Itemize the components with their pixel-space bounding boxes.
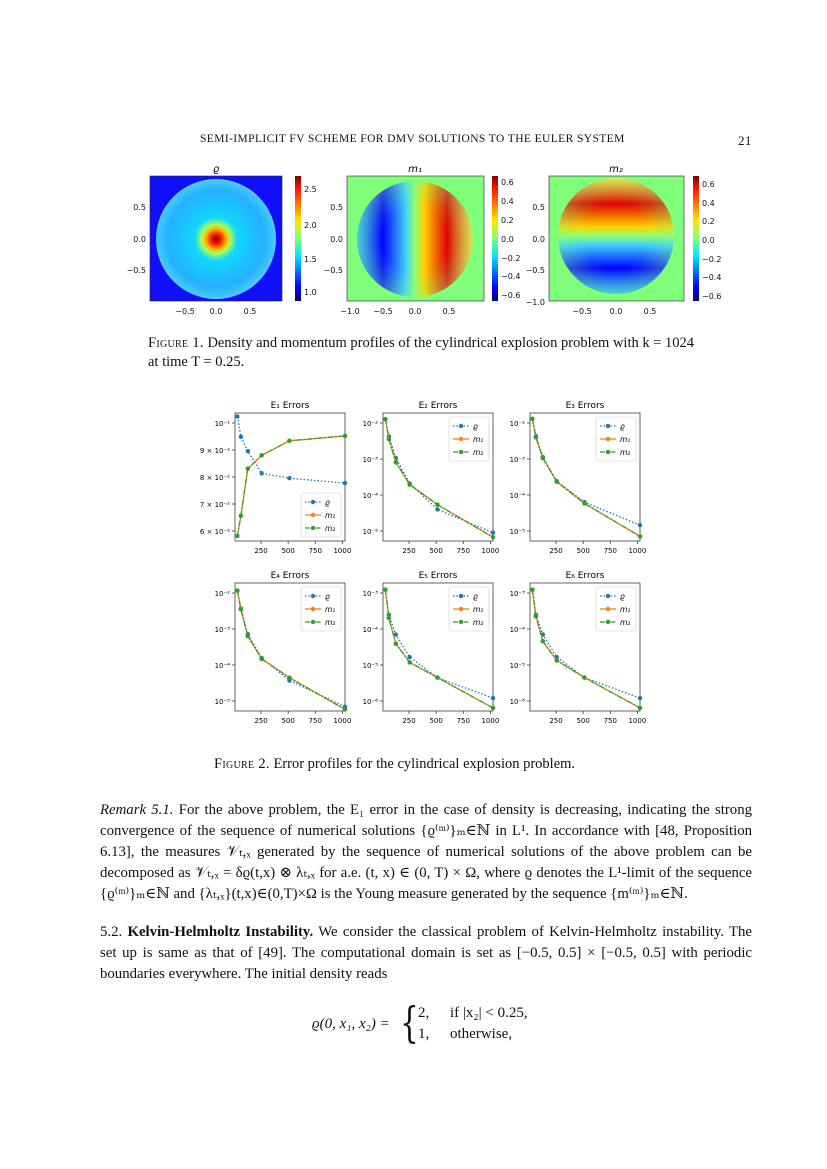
data-point — [259, 657, 263, 661]
legend-marker — [459, 620, 463, 624]
x-tick-label: 500 — [576, 717, 590, 725]
x-tick-label: 750 — [308, 717, 322, 725]
momentum-m1-panel — [347, 176, 498, 301]
error-chart-4 — [215, 571, 352, 725]
data-point — [582, 675, 586, 679]
remark-5-1 — [100, 800, 752, 905]
data-point — [554, 479, 558, 483]
y-tick-label: 10⁻⁴ — [362, 492, 378, 500]
data-point — [394, 641, 398, 645]
y-tick-label: 8 × 10⁻² — [199, 474, 230, 482]
data-point — [235, 534, 239, 538]
figure-1 — [0, 160, 827, 320]
chart-title: E₃ Errors — [565, 401, 605, 411]
tick-label: 0.0 — [532, 235, 545, 244]
figure-2-caption — [214, 755, 575, 774]
legend-marker — [459, 437, 463, 441]
tick-label: 1.0 — [304, 288, 317, 297]
tick-label: 0.5 — [243, 307, 257, 316]
data-point — [407, 482, 411, 486]
figure-1-caption-text: Density and momentum profiles of the cylindrical explosion problem with k = 1024 at time T = 0.25. — [148, 335, 695, 370]
data-point — [435, 507, 439, 511]
x-tick-label: 1000 — [628, 547, 647, 555]
x-tick-label: 750 — [603, 717, 617, 725]
data-point — [541, 456, 545, 460]
data-point — [343, 707, 347, 711]
tick-label: 2.5 — [304, 185, 317, 194]
error-chart-1 — [200, 401, 351, 555]
data-point — [530, 417, 534, 421]
legend-label: m₁ — [325, 511, 336, 520]
page-number: 21 — [738, 133, 752, 148]
data-point — [530, 588, 534, 592]
tick-label: −0.5 — [572, 307, 592, 316]
error-chart-2 — [363, 401, 500, 555]
tick-label: 0.5 — [330, 203, 343, 212]
tick-label: −0.2 — [702, 255, 722, 264]
y-tick-label: 10⁻⁴ — [362, 626, 378, 634]
x-tick-label: 500 — [576, 547, 590, 555]
data-point — [582, 501, 586, 505]
legend-marker — [311, 620, 315, 624]
y-tick-label: 10⁻³ — [509, 456, 525, 464]
legend-label: ϱ — [325, 498, 330, 507]
y-tick-label: 10⁻² — [362, 420, 378, 428]
data-point — [534, 614, 538, 618]
section-title: Kelvin-Helmholtz Instability. — [127, 924, 314, 940]
x-tick-label: 500 — [429, 717, 443, 725]
equation-lhs: ϱ(0, x₁, x₂) = — [312, 1016, 390, 1032]
data-point — [287, 675, 291, 679]
running-title: SEMI-IMPLICIT FV SCHEME FOR DMV SOLUTIONS TO THE EULER SYSTEM — [200, 133, 625, 145]
x-tick-label: 750 — [603, 547, 617, 555]
y-tick-label: 10⁻² — [214, 590, 230, 598]
tick-label: −0.6 — [501, 291, 521, 300]
legend-label: m₂ — [325, 524, 336, 533]
tick-label: −0.4 — [702, 273, 722, 282]
data-point — [491, 531, 495, 535]
legend-label: m₁ — [473, 435, 484, 444]
equation-case2-condition: otherwise, — [450, 1026, 513, 1042]
data-point — [435, 503, 439, 507]
x-tick-label: 750 — [456, 717, 470, 725]
data-point — [343, 481, 347, 485]
legend-label: m₂ — [473, 448, 484, 457]
y-tick-label: 10⁻⁴ — [509, 492, 525, 500]
error-chart-5 — [363, 571, 500, 725]
legend-marker — [459, 607, 463, 611]
data-point — [383, 588, 387, 592]
x-tick-label: 250 — [402, 547, 416, 555]
tick-label: 0.6 — [702, 180, 715, 189]
data-point — [387, 437, 391, 441]
x-tick-label: 250 — [549, 717, 563, 725]
panel-title-m2: m₂ — [609, 164, 623, 175]
y-tick-label: 10⁻³ — [509, 590, 525, 598]
x-tick-label: 250 — [254, 717, 268, 725]
data-point — [541, 639, 545, 643]
data-point — [246, 634, 250, 638]
data-point — [235, 588, 239, 592]
tick-label: 0.4 — [501, 197, 514, 206]
legend-marker — [606, 437, 610, 441]
x-tick-label: 1000 — [333, 717, 352, 725]
tick-label: −0.5 — [126, 266, 146, 275]
tick-label: 0.4 — [702, 199, 715, 208]
y-tick-label: 10⁻² — [509, 420, 525, 428]
tick-label: −0.4 — [501, 272, 521, 281]
y-tick-label: 10⁻⁵ — [509, 662, 525, 670]
figure-1-caption — [148, 334, 708, 372]
x-tick-label: 1000 — [628, 717, 647, 725]
y-tick-label: 10⁻⁴ — [214, 662, 230, 670]
density-panel — [150, 176, 301, 301]
data-point — [235, 414, 239, 418]
x-tick-label: 750 — [456, 547, 470, 555]
legend-marker — [606, 607, 610, 611]
tick-label: −1.0 — [525, 298, 545, 307]
legend-marker — [311, 526, 315, 530]
y-tick-label: 10⁻⁵ — [362, 662, 378, 670]
data-point — [287, 439, 291, 443]
x-tick-label: 1000 — [481, 547, 500, 555]
tick-label: −0.5 — [525, 266, 545, 275]
tick-label: 0.2 — [702, 217, 715, 226]
tick-label: −0.5 — [175, 307, 195, 316]
y-tick-label: 10⁻⁶ — [362, 698, 378, 706]
section-5-2 — [100, 922, 752, 985]
momentum-m2-panel — [549, 176, 699, 301]
legend-label: m₁ — [325, 605, 336, 614]
chart-title: E₂ Errors — [418, 401, 458, 411]
figure-2-label: Figure 2. — [214, 756, 270, 772]
data-point — [246, 449, 250, 453]
data-point — [287, 476, 291, 480]
chart-title: E₄ Errors — [270, 571, 310, 581]
tick-label: 0.6 — [501, 178, 514, 187]
remark-label: Remark 5.1. — [100, 802, 174, 818]
data-point — [638, 706, 642, 710]
figure-2 — [0, 395, 827, 740]
data-point — [343, 434, 347, 438]
legend-marker — [311, 500, 315, 504]
data-point — [259, 453, 263, 457]
tick-label: −0.5 — [323, 266, 343, 275]
chart-title: E₆ Errors — [565, 571, 605, 581]
tick-label: 0.5 — [442, 307, 456, 316]
tick-label: −1.0 — [340, 307, 360, 316]
x-tick-label: 500 — [281, 717, 295, 725]
error-chart-6 — [510, 571, 647, 725]
tick-label: 0.0 — [702, 236, 715, 245]
legend-marker — [311, 594, 315, 598]
equation-case1-value: 2, — [418, 1005, 430, 1021]
tick-label: 0.0 — [133, 235, 146, 244]
y-tick-label: 10⁻⁴ — [509, 626, 525, 634]
data-point — [435, 675, 439, 679]
legend-label: m₁ — [473, 605, 484, 614]
legend-label: ϱ — [620, 422, 625, 431]
section-number: 5.2. — [100, 924, 123, 940]
data-point — [383, 417, 387, 421]
data-point — [239, 435, 243, 439]
figure-2-caption-text: Error profiles for the cylindrical explosion problem. — [273, 756, 576, 772]
tick-label: 0.5 — [133, 203, 146, 212]
x-tick-label: 750 — [308, 547, 322, 555]
data-point — [534, 435, 538, 439]
data-point — [407, 660, 411, 664]
data-point — [491, 706, 495, 710]
legend-label: ϱ — [325, 592, 330, 601]
legend-label: ϱ — [473, 592, 478, 601]
legend-marker — [606, 594, 610, 598]
chart-title: E₁ Errors — [270, 401, 310, 411]
legend-label: ϱ — [620, 592, 625, 601]
y-tick-label: 10⁻⁵ — [214, 698, 230, 706]
tick-label: 1.5 — [304, 255, 317, 264]
y-tick-label: 10⁻⁵ — [509, 528, 525, 536]
data-point — [638, 534, 642, 538]
y-tick-label: 10⁻³ — [214, 626, 230, 634]
error-chart-3 — [510, 401, 647, 555]
y-tick-label: 7 × 10⁻² — [199, 501, 230, 509]
y-tick-label: 10⁻³ — [362, 590, 378, 598]
y-tick-label: 10⁻¹ — [214, 420, 230, 428]
data-point — [246, 466, 250, 470]
x-tick-label: 1000 — [481, 717, 500, 725]
data-point — [239, 607, 243, 611]
equation-brace: { — [400, 998, 419, 1047]
tick-label: −0.6 — [702, 292, 722, 301]
legend-label: m₁ — [620, 435, 631, 444]
x-tick-label: 500 — [429, 547, 443, 555]
legend-label: ϱ — [473, 422, 478, 431]
panel-title-m1: m₁ — [408, 164, 422, 175]
tick-label: −0.2 — [501, 254, 521, 263]
remark-text: For the above problem, the E₁ error in the case of density is decreasing, indicating the strong convergence of the sequence of numerical solutions {ϱ⁽ᵐ⁾}ₘ∈ℕ in L¹. In accordance with [48, Proposition 6.13], the measures 𝒱ₜ,ₓ generated by the sequence of numerical solutions of the above problem can be decomposed as 𝒱ₜ,ₓ = δϱ(t,x) ⊗ λₜ,ₓ for a.e. (t, x) ∈ (0, T) × Ω, where ϱ denotes the L¹-limit of the sequence {ϱ⁽ᵐ⁾}ₘ∈ℕ and {λₜ,ₓ}(t,x)∈(0,T)×Ω is the Young measure generated by the sequence {m⁽ᵐ⁾}ₘ∈ℕ. — [100, 802, 752, 902]
legend-label: m₂ — [473, 618, 484, 627]
initial-density-equation — [312, 998, 612, 1052]
legend-marker — [459, 594, 463, 598]
tick-label: 0.0 — [330, 235, 343, 244]
data-point — [554, 658, 558, 662]
data-point — [394, 460, 398, 464]
x-tick-label: 1000 — [333, 547, 352, 555]
y-tick-label: 10⁻⁵ — [362, 528, 378, 536]
data-point — [491, 696, 495, 700]
y-tick-label: 9 × 10⁻² — [199, 447, 230, 455]
section-text: We consider the classical problem of Kelvin-Helmholtz instability. The set up is same as that of [49]. The computational domain is set as [−0.5, 0.5] × [−0.5, 0.5] with periodic boundaries everywhere. The initial density reads — [100, 924, 753, 982]
tick-label: 0.0 — [501, 235, 514, 244]
y-tick-label: 10⁻³ — [362, 456, 378, 464]
legend-marker — [311, 607, 315, 611]
legend-marker — [459, 450, 463, 454]
figure-1-label: Figure 1. — [148, 335, 204, 351]
x-tick-label: 500 — [281, 547, 295, 555]
tick-label: 0.0 — [609, 307, 623, 316]
data-point — [491, 535, 495, 539]
legend-marker — [606, 620, 610, 624]
data-point — [387, 616, 391, 620]
tick-label: −0.5 — [373, 307, 393, 316]
panel-title-rho: ϱ — [212, 164, 220, 175]
x-tick-label: 250 — [402, 717, 416, 725]
x-tick-label: 250 — [254, 547, 268, 555]
chart-title: E₅ Errors — [418, 571, 458, 581]
tick-label: 0.5 — [532, 203, 545, 212]
y-tick-label: 10⁻⁶ — [509, 698, 525, 706]
data-point — [638, 523, 642, 527]
equation-case1-condition: if |x₂| < 0.25, — [450, 1005, 528, 1021]
data-point — [259, 471, 263, 475]
tick-label: 0.0 — [209, 307, 223, 316]
legend-marker — [311, 513, 315, 517]
legend-label: m₂ — [620, 618, 631, 627]
tick-label: 2.0 — [304, 221, 317, 230]
legend-label: m₂ — [325, 618, 336, 627]
legend-marker — [459, 424, 463, 428]
data-point — [407, 655, 411, 659]
legend-marker — [606, 450, 610, 454]
x-tick-label: 250 — [549, 547, 563, 555]
equation-case2-value: 1, — [418, 1026, 430, 1042]
y-tick-label: 6 × 10⁻² — [199, 528, 230, 536]
data-point — [239, 513, 243, 517]
tick-label: 0.5 — [643, 307, 657, 316]
legend-label: m₂ — [620, 448, 631, 457]
series-line-1 — [237, 417, 345, 484]
tick-label: 0.0 — [408, 307, 422, 316]
legend-label: m₁ — [620, 605, 631, 614]
legend-marker — [606, 424, 610, 428]
tick-label: 0.2 — [501, 216, 514, 225]
data-point — [638, 696, 642, 700]
